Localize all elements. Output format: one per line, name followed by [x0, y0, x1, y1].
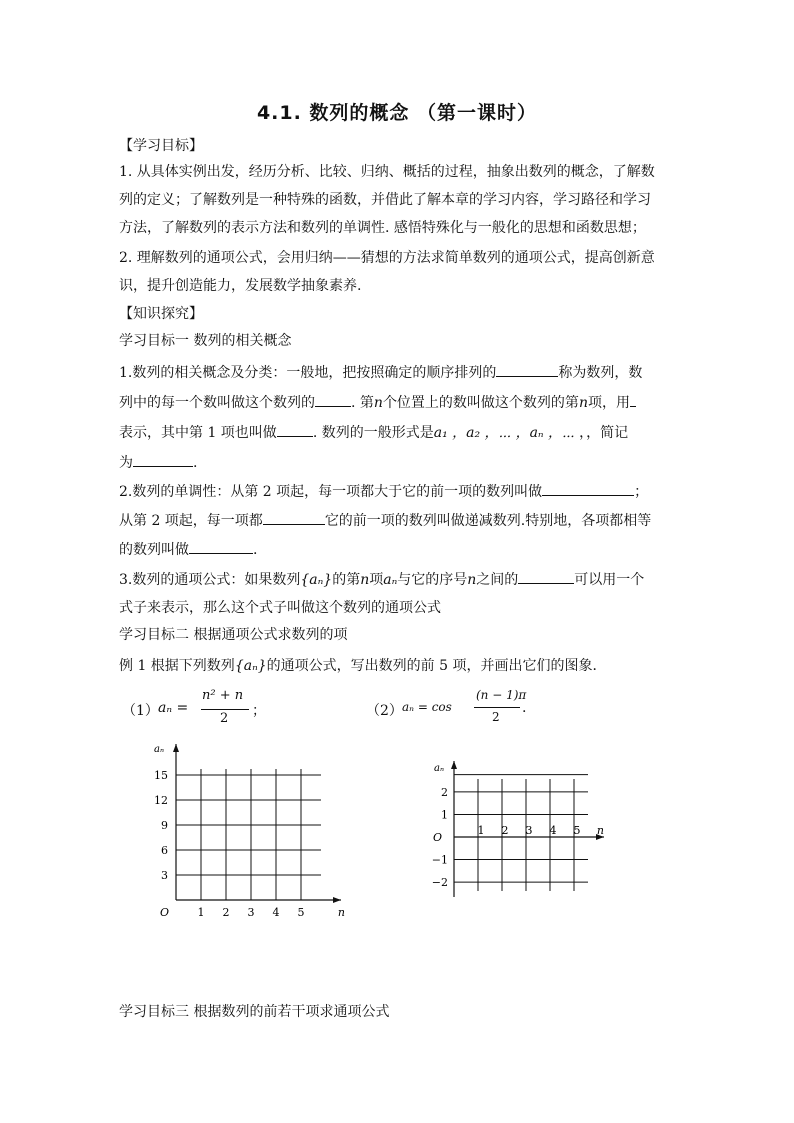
section-heading-goals: 【学习目标】: [119, 138, 203, 154]
x-tick-label: 3: [525, 824, 533, 837]
chart-2-grid: [420, 755, 620, 905]
goal-2-line-1: 2. 理解数列的通项公式，会用归纳——猜想的方法求简单数列的通项公式，提高创新意: [119, 250, 655, 266]
goal-1-line-3: 方法，了解数列的表示方法和数列的单调性. 感悟特殊化与一般化的思想和函数思想；: [119, 220, 646, 236]
section-heading-explore: 【知识探究】: [119, 306, 203, 322]
y-axis-arrow: [451, 761, 457, 769]
monotonic-para-line-3: 的数列叫做 .: [119, 539, 679, 560]
monotonic-para-line-2: 从第 2 项起，每一项都 它的前一项的数列叫做递减数列.特别地，各项都相等: [119, 510, 679, 531]
y-tick-label: 15: [154, 769, 168, 782]
fraction-bar-1: [201, 709, 249, 710]
monotonic-para-line-1: 2.数列的单调性：从第 2 项起，每一项都大于它的前一项的数列叫做 ；: [119, 481, 679, 502]
goal-2-line-2: 识，提升创造能力，发展数学抽象素养.: [119, 278, 362, 294]
page-title: 4.1. 数列的概念 （第一课时）: [256, 102, 538, 124]
sequence-general-form: a₁ ，a₂ ，⋯ ，aₙ ，⋯: [433, 425, 575, 441]
y-tick-label: 3: [161, 869, 168, 882]
x-tick-label: 5: [297, 906, 305, 919]
target-1-heading: 学习目标一 数列的相关概念: [119, 333, 292, 349]
x-axis-arrow: [333, 897, 341, 903]
y-axis-label: aₙ: [154, 744, 165, 755]
fill-blank-9[interactable]: [518, 569, 574, 584]
concept-para-line-4: 为 .: [119, 452, 679, 473]
fill-blank-8[interactable]: [189, 539, 253, 554]
y-tick-label: −2: [431, 876, 448, 890]
goal-1-line-2: 列的定义；了解数列是一种特殊的函数，并借此了解本章的学习内容，学习路径和学习: [119, 192, 651, 208]
fill-blank-2[interactable]: [315, 392, 351, 407]
chart-1-grid: [140, 730, 380, 920]
fill-blank-4[interactable]: [277, 422, 313, 437]
concept-para-line-2: 列中的每一个数叫做这个数列的 . 第n个位置上的数叫做这个数列的第n项，用: [119, 392, 679, 413]
x-tick-label: 3: [247, 906, 255, 919]
fill-blank-3[interactable]: [630, 392, 636, 407]
origin-label: O: [432, 831, 442, 844]
x-axis-label: n: [596, 824, 604, 837]
fill-blank-5[interactable]: [133, 452, 193, 467]
fill-blank-6[interactable]: [542, 481, 634, 496]
y-tick-label: −1: [431, 853, 448, 867]
concept-para-line-3: 表示，其中第 1 项也叫做 . 数列的一般形式是a₁ ，a₂ ，⋯ ，aₙ ，⋯ ，，简记: [119, 422, 679, 443]
x-axis-label: n: [337, 906, 345, 919]
target-2-heading: 学习目标二 根据通项公式求数列的项: [119, 627, 348, 643]
y-tick-label: 2: [441, 785, 448, 799]
x-tick-label: 2: [501, 824, 509, 837]
goal-1-line-1: 1. 从具体实例出发，经历分析、比较、归纳、概括的过程，抽象出数列的概念，了解数: [119, 164, 655, 180]
x-tick-label: 2: [222, 906, 230, 919]
y-tick-label: 1: [441, 808, 448, 822]
general-term-para-line-2: 式子来表示，那么这个式子叫做这个数列的通项公式: [119, 600, 441, 616]
x-tick-label: 5: [573, 824, 581, 837]
fill-blank-7[interactable]: [263, 510, 325, 525]
formula-2: （2） aₙ = cos (n − 1)π 2 .: [366, 688, 527, 724]
x-tick-label: 1: [197, 906, 205, 919]
target-3-heading: 学习目标三 根据数列的前若干项求通项公式: [119, 1004, 390, 1020]
general-term-para-line-1: 3.数列的通项公式：如果数列{aₙ}的第n项aₙ与它的序号n之间的 可以用一个: [119, 569, 679, 590]
fill-blank-1[interactable]: [496, 362, 558, 377]
y-tick-label: 6: [161, 844, 168, 857]
y-axis-arrow: [173, 744, 179, 752]
x-tick-label: 4: [272, 906, 280, 919]
origin-label: O: [160, 906, 170, 919]
x-tick-label: 4: [549, 824, 557, 837]
y-axis-label: aₙ: [434, 763, 445, 774]
example-1-text: 例 1 根据下列数列{aₙ}的通项公式，写出数列的前 5 项，并画出它们的图象．: [119, 658, 607, 674]
y-tick-label: 12: [154, 794, 168, 807]
fraction-bar-2: [474, 707, 520, 708]
concept-para-line-1: 1.数列的相关概念及分类：一般地，把按照确定的顺序排列的 称为数列，数: [119, 362, 679, 383]
x-tick-label: 1: [477, 824, 485, 837]
y-tick-label: 9: [161, 819, 168, 832]
formula-1: （1） aₙ = n² + n 2 ；: [122, 688, 266, 726]
